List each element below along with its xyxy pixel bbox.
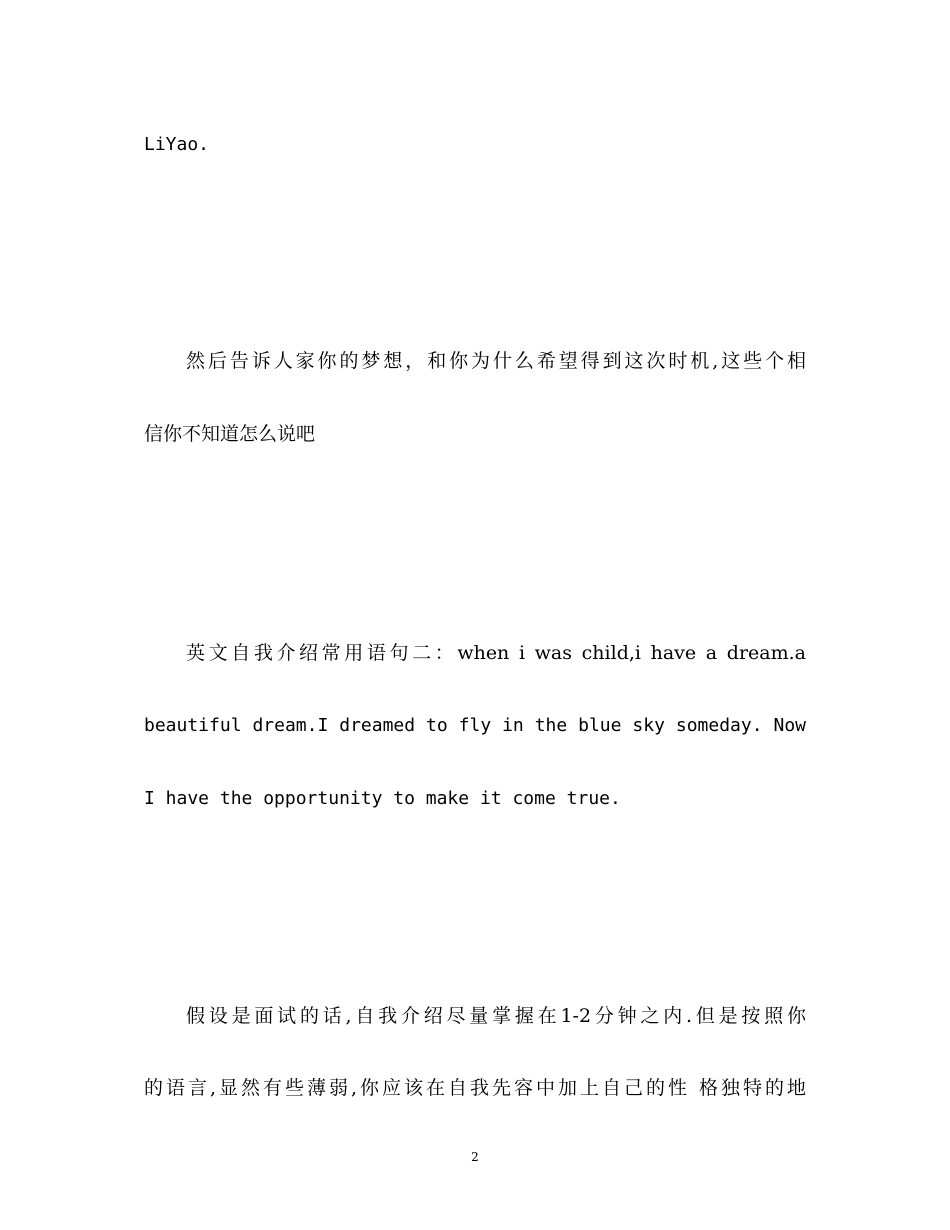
paragraph-4-line-2: 的语言,显然有些薄弱,你应该在自我先容中加上自己的性 格独特的地	[144, 1077, 806, 1099]
paragraph-3-line-2: beautiful dream.I dreamed to fly in the blue sky someday. Now	[144, 715, 806, 736]
paragraph-3-line-3: I have the opportunity to make it come true.	[144, 788, 621, 809]
paragraph-3-line-1: 英文自我介绍常用语句二：when i was child,i have a dream.a	[186, 642, 806, 664]
page-number: 2	[471, 1150, 479, 1164]
paragraph-1-line-1: LiYao.	[144, 134, 210, 155]
paragraph-2-line-2: 信你不知道怎么说吧	[144, 423, 316, 445]
paragraph-4-line-1: 假设是面试的话,自我介绍尽量掌握在1-2分钟之内.但是按照你	[186, 1005, 806, 1027]
paragraph-2-line-1: 然后告诉人家你的梦想，和你为什么希望得到这次时机,这些个相	[186, 350, 806, 372]
